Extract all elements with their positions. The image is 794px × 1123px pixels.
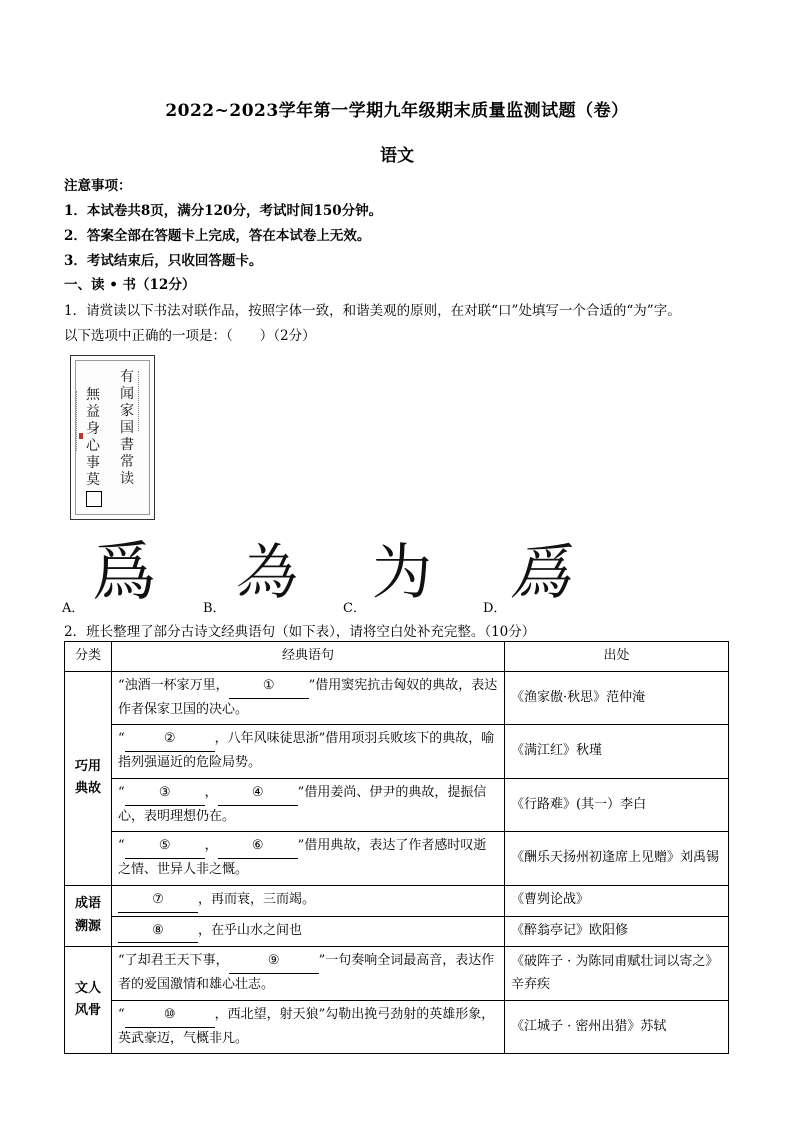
table-header-row	[65, 642, 729, 672]
calligraphy-couplet-image	[70, 355, 155, 520]
sentence-cell: “ ② ，八年风味徒思浙”借用项羽兵败垓下的典故，喻指列强逼近的危险局势。	[112, 725, 505, 779]
option-a-glyph: 爲	[92, 536, 156, 610]
answer-blank[interactable]: ⑨	[229, 950, 319, 974]
sentence-cell: “浊酒一杯家万里， ① ”借用窦宪抗击匈奴的典故，表达作者保家卫国的决心。	[112, 671, 505, 725]
sentence-cell: “ ⑤ ， ⑥ ”借用典故，表达了作者感时叹逝之情、世异人非之慨。	[112, 832, 505, 886]
category-allusion: 巧用典故	[65, 671, 112, 885]
question-2-text: 2．班长整理了部分古诗文经典语句（如下表），请将空白处补充完整。（10分）	[64, 624, 536, 640]
subject-title: 语文	[380, 146, 414, 166]
inscription-marks-left	[76, 391, 83, 451]
answer-blank[interactable]: ③	[125, 782, 205, 806]
couplet-left-line: 無益身心事莫	[86, 387, 100, 488]
option-a-label: A．	[62, 601, 85, 616]
question-1-prompt: 以下选项中正确的一项是：（ ）（2分）	[64, 328, 316, 344]
exam-title: 2022~2023学年第一学期九年级期末质量监测试题（卷）	[165, 101, 629, 121]
sentence-cell: ⑧ ，在乎山水之间也	[112, 916, 505, 947]
sentence-cell: “ ③ ， ④ ”借用姜尚、伊尹的典故，提振信心，表明理想仍在。	[112, 778, 505, 832]
category-character: 文人风骨	[65, 947, 112, 1054]
notice-heading: 注意事项：	[64, 178, 132, 194]
option-b-glyph: 為	[234, 538, 294, 608]
header-category: 分类	[65, 642, 112, 672]
source-cell: 《行路难》(其一）李白	[505, 778, 729, 832]
answer-blank[interactable]: ⑧	[118, 920, 198, 944]
sentence-cell: “ ⑩ ，西北望，射天狼”勾勒出挽弓劲射的英雄形象，英武豪迈，气概非凡。	[112, 1000, 505, 1054]
couplet-right-line: 有闻家国書常读	[120, 369, 134, 487]
notice-item-3: 3．考试结束后，只收回答题卡。	[64, 253, 263, 269]
answer-blank[interactable]: ⑥	[218, 835, 298, 859]
option-c-label: C．	[343, 601, 366, 616]
source-cell: 《醉翁亭记》欧阳修	[505, 916, 729, 947]
notice-item-2: 2．答案全部在答题卡上完成，答在本试卷上无效。	[64, 228, 371, 244]
answer-blank[interactable]: ①	[229, 675, 309, 699]
sentence-cell: “了却君王天下事， ⑨ ”一句奏响全词最高音，表达作者的爱国激情和雄心壮志。	[112, 947, 505, 1001]
table-row	[65, 778, 729, 832]
blank-box	[86, 491, 102, 507]
answer-blank[interactable]: ②	[125, 728, 215, 752]
header-source: 出处	[505, 642, 729, 672]
table-row	[65, 725, 729, 779]
source-cell: 《满江红》秋瑾	[505, 725, 729, 779]
question-1-text: 1．请赏读以下书法对联作品，按照字体一致，和谐美观的原则，在对联“口”处填写一个合适的“为”字。	[64, 303, 681, 319]
table-row	[65, 947, 729, 1001]
source-cell: 《江城子 · 密州出猎》苏轼	[505, 1000, 729, 1054]
table-row	[65, 832, 729, 886]
table-row	[65, 671, 729, 725]
seal-mark	[79, 433, 83, 439]
answer-blank[interactable]: ⑤	[125, 835, 205, 859]
poetry-table	[64, 641, 729, 1054]
option-d-label: D．	[483, 601, 507, 616]
source-cell: 《破阵子 · 为陈同甫赋壮词以寄之》辛弃疾	[505, 947, 729, 1001]
option-c-glyph: 为	[372, 538, 432, 608]
category-idiom: 成语溯源	[65, 885, 112, 947]
header-sentence: 经典语句	[112, 642, 505, 672]
table-row	[65, 885, 729, 916]
sentence-cell: ⑦ ，再而衰，三而竭。	[112, 885, 505, 916]
source-cell: 《渔家傲·秋思》范仲淹	[505, 671, 729, 725]
option-b-label: B．	[203, 601, 226, 616]
section-heading: 一、读 • 书（12分）	[64, 277, 196, 293]
source-cell: 《曹刿论战》	[505, 885, 729, 916]
table-row	[65, 1000, 729, 1054]
answer-blank[interactable]: ④	[218, 782, 298, 806]
answer-blank[interactable]: ⑩	[125, 1004, 215, 1028]
inscription-marks	[138, 371, 145, 431]
table-row	[65, 916, 729, 947]
option-d-glyph: 爲	[510, 538, 570, 608]
answer-blank[interactable]: ⑦	[118, 889, 198, 913]
source-cell: 《酬乐天扬州初逢席上见赠》刘禹锡	[505, 832, 729, 886]
notice-item-1: 1．本试卷共8页，满分120分，考试时间150分钟。	[64, 203, 383, 219]
